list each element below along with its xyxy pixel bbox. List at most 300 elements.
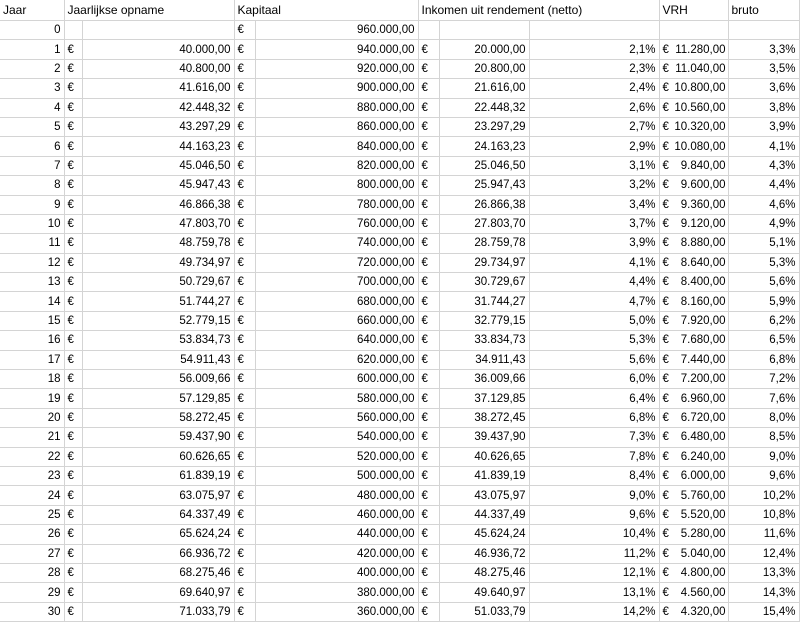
cell-kapitaal[interactable]: 740.000,00 <box>255 234 418 253</box>
cell-kapitaal[interactable]: 920.000,00 <box>255 59 418 78</box>
cell-vrh[interactable] <box>659 563 728 582</box>
cell-kapitaal-currency[interactable]: € <box>234 525 255 544</box>
cell-kapitaal[interactable]: 940.000,00 <box>255 40 418 59</box>
cell-inkomen-pct[interactable]: 2,7% <box>529 117 659 136</box>
cell-inkomen[interactable]: 34.911,43 <box>439 350 529 369</box>
cell-inkomen-currency[interactable]: € <box>418 350 439 369</box>
cell-jaar[interactable]: 28 <box>0 563 64 582</box>
header-jaarlijkse-opname[interactable]: Jaarlijkse opname <box>64 0 234 21</box>
cell-vrh[interactable] <box>659 234 728 253</box>
cell-kapitaal[interactable]: 600.000,00 <box>255 370 418 389</box>
cell-bruto[interactable]: 14,3% <box>728 583 799 602</box>
cell-bruto[interactable]: 11,6% <box>728 525 799 544</box>
cell-inkomen[interactable]: 26.866,38 <box>439 195 529 214</box>
cell-kapitaal-currency[interactable]: € <box>234 602 255 621</box>
cell-bruto[interactable]: 6,2% <box>728 311 799 330</box>
cell-kapitaal[interactable]: 800.000,00 <box>255 176 418 195</box>
cell-opname-currency[interactable] <box>64 21 82 40</box>
header-jaar[interactable]: Jaar <box>0 0 64 21</box>
cell-kapitaal-currency[interactable]: € <box>234 350 255 369</box>
cell-inkomen[interactable]: 31.744,27 <box>439 292 529 311</box>
cell-inkomen-pct[interactable]: 11,2% <box>529 544 659 563</box>
cell-inkomen-pct[interactable]: 4,7% <box>529 292 659 311</box>
cell-jaar[interactable]: 17 <box>0 350 64 369</box>
cell-vrh[interactable] <box>659 117 728 136</box>
cell-opname[interactable]: 40.000,00 <box>82 40 234 59</box>
header-kapitaal[interactable]: Kapitaal <box>234 0 418 21</box>
cell-bruto[interactable]: 9,0% <box>728 447 799 466</box>
cell-kapitaal-currency[interactable]: € <box>234 195 255 214</box>
cell-kapitaal-currency[interactable]: € <box>234 156 255 175</box>
cell-inkomen-currency[interactable]: € <box>418 563 439 582</box>
cell-kapitaal-currency[interactable]: € <box>234 583 255 602</box>
cell-opname-currency[interactable]: € <box>64 370 82 389</box>
cell-kapitaal-currency[interactable]: € <box>234 176 255 195</box>
cell-inkomen-currency[interactable]: € <box>418 311 439 330</box>
cell-jaar[interactable]: 6 <box>0 137 64 156</box>
cell-jaar[interactable]: 27 <box>0 544 64 563</box>
cell-opname[interactable]: 41.616,00 <box>82 79 234 98</box>
cell-inkomen-currency[interactable]: € <box>418 137 439 156</box>
cell-kapitaal-currency[interactable]: € <box>234 40 255 59</box>
cell-kapitaal[interactable]: 360.000,00 <box>255 602 418 621</box>
cell-kapitaal[interactable]: 680.000,00 <box>255 292 418 311</box>
cell-inkomen-currency[interactable]: € <box>418 214 439 233</box>
cell-inkomen[interactable] <box>439 21 529 40</box>
cell-inkomen[interactable]: 24.163,23 <box>439 137 529 156</box>
cell-bruto[interactable]: 5,6% <box>728 273 799 292</box>
cell-inkomen-pct[interactable]: 4,4% <box>529 273 659 292</box>
cell-jaar[interactable]: 7 <box>0 156 64 175</box>
cell-vrh[interactable] <box>659 602 728 621</box>
cell-opname-currency[interactable]: € <box>64 292 82 311</box>
cell-kapitaal-currency[interactable]: € <box>234 21 255 40</box>
cell-bruto[interactable]: 8,5% <box>728 428 799 447</box>
cell-bruto[interactable]: 9,6% <box>728 466 799 485</box>
cell-vrh[interactable] <box>659 466 728 485</box>
cell-opname-currency[interactable]: € <box>64 214 82 233</box>
cell-inkomen-pct[interactable]: 2,4% <box>529 79 659 98</box>
cell-inkomen-pct[interactable]: 5,0% <box>529 311 659 330</box>
cell-bruto[interactable]: 4,9% <box>728 214 799 233</box>
cell-vrh[interactable] <box>659 214 728 233</box>
cell-bruto[interactable]: 7,6% <box>728 389 799 408</box>
header-bruto[interactable]: bruto <box>728 0 799 21</box>
cell-inkomen-pct[interactable]: 2,3% <box>529 59 659 78</box>
cell-kapitaal-currency[interactable]: € <box>234 253 255 272</box>
cell-kapitaal[interactable]: 660.000,00 <box>255 311 418 330</box>
cell-jaar[interactable]: 24 <box>0 486 64 505</box>
cell-inkomen-pct[interactable]: 3,7% <box>529 214 659 233</box>
cell-opname-currency[interactable]: € <box>64 137 82 156</box>
cell-jaar[interactable]: 30 <box>0 602 64 621</box>
cell-inkomen[interactable]: 38.272,45 <box>439 408 529 427</box>
cell-opname-currency[interactable]: € <box>64 156 82 175</box>
cell-kapitaal-currency[interactable]: € <box>234 370 255 389</box>
cell-kapitaal[interactable]: 400.000,00 <box>255 563 418 582</box>
cell-bruto[interactable]: 3,6% <box>728 79 799 98</box>
cell-opname-currency[interactable]: € <box>64 505 82 524</box>
cell-kapitaal-currency[interactable]: € <box>234 563 255 582</box>
cell-jaar[interactable]: 16 <box>0 331 64 350</box>
cell-bruto[interactable]: 13,3% <box>728 563 799 582</box>
cell-inkomen[interactable]: 45.624,24 <box>439 525 529 544</box>
cell-jaar[interactable]: 18 <box>0 370 64 389</box>
cell-bruto[interactable]: 5,9% <box>728 292 799 311</box>
cell-inkomen[interactable]: 33.834,73 <box>439 331 529 350</box>
cell-opname[interactable]: 66.936,72 <box>82 544 234 563</box>
cell-bruto[interactable]: 3,3% <box>728 40 799 59</box>
cell-inkomen[interactable]: 29.734,97 <box>439 253 529 272</box>
cell-inkomen-currency[interactable]: € <box>418 117 439 136</box>
cell-kapitaal-currency[interactable]: € <box>234 486 255 505</box>
cell-inkomen-currency[interactable]: € <box>418 583 439 602</box>
cell-bruto[interactable]: 5,1% <box>728 234 799 253</box>
cell-opname[interactable]: 59.437,90 <box>82 428 234 447</box>
cell-kapitaal-currency[interactable]: € <box>234 311 255 330</box>
cell-inkomen-currency[interactable]: € <box>418 253 439 272</box>
cell-jaar[interactable]: 0 <box>0 21 64 40</box>
cell-vrh[interactable] <box>659 583 728 602</box>
cell-opname[interactable]: 49.734,97 <box>82 253 234 272</box>
cell-inkomen-pct[interactable]: 12,1% <box>529 563 659 582</box>
cell-vrh[interactable] <box>659 195 728 214</box>
cell-inkomen[interactable]: 43.075,97 <box>439 486 529 505</box>
cell-vrh[interactable] <box>659 350 728 369</box>
cell-kapitaal[interactable]: 420.000,00 <box>255 544 418 563</box>
cell-jaar[interactable]: 2 <box>0 59 64 78</box>
cell-bruto[interactable]: 10,8% <box>728 505 799 524</box>
cell-jaar[interactable]: 20 <box>0 408 64 427</box>
cell-inkomen-currency[interactable]: € <box>418 602 439 621</box>
cell-inkomen-currency[interactable]: € <box>418 98 439 117</box>
cell-inkomen-currency[interactable]: € <box>418 176 439 195</box>
cell-opname-currency[interactable]: € <box>64 466 82 485</box>
cell-kapitaal-currency[interactable]: € <box>234 408 255 427</box>
cell-jaar[interactable]: 8 <box>0 176 64 195</box>
cell-inkomen[interactable]: 30.729,67 <box>439 273 529 292</box>
cell-opname[interactable]: 64.337,49 <box>82 505 234 524</box>
cell-opname[interactable]: 53.834,73 <box>82 331 234 350</box>
cell-inkomen-currency[interactable]: € <box>418 195 439 214</box>
cell-opname[interactable]: 58.272,45 <box>82 408 234 427</box>
header-inkomen[interactable]: Inkomen uit rendement (netto) <box>418 0 659 21</box>
cell-opname-currency[interactable]: € <box>64 350 82 369</box>
cell-kapitaal[interactable]: 540.000,00 <box>255 428 418 447</box>
cell-vrh[interactable] <box>659 98 728 117</box>
cell-bruto[interactable]: 7,2% <box>728 370 799 389</box>
cell-opname-currency[interactable]: € <box>64 195 82 214</box>
cell-inkomen-pct[interactable]: 8,4% <box>529 466 659 485</box>
cell-inkomen[interactable]: 21.616,00 <box>439 79 529 98</box>
cell-kapitaal-currency[interactable]: € <box>234 292 255 311</box>
cell-opname-currency[interactable]: € <box>64 98 82 117</box>
cell-vrh[interactable] <box>659 428 728 447</box>
cell-kapitaal-currency[interactable]: € <box>234 428 255 447</box>
cell-jaar[interactable]: 13 <box>0 273 64 292</box>
cell-kapitaal-currency[interactable]: € <box>234 447 255 466</box>
cell-kapitaal[interactable]: 460.000,00 <box>255 505 418 524</box>
cell-bruto[interactable]: 6,8% <box>728 350 799 369</box>
cell-inkomen-pct[interactable]: 6,8% <box>529 408 659 427</box>
cell-inkomen-currency[interactable]: € <box>418 234 439 253</box>
cell-opname-currency[interactable]: € <box>64 563 82 582</box>
cell-opname-currency[interactable]: € <box>64 525 82 544</box>
cell-jaar[interactable]: 9 <box>0 195 64 214</box>
cell-opname[interactable]: 57.129,85 <box>82 389 234 408</box>
cell-inkomen-pct[interactable]: 6,4% <box>529 389 659 408</box>
cell-vrh[interactable] <box>659 59 728 78</box>
cell-vrh[interactable] <box>659 525 728 544</box>
cell-bruto[interactable]: 4,3% <box>728 156 799 175</box>
cell-kapitaal-currency[interactable]: € <box>234 98 255 117</box>
cell-inkomen[interactable]: 22.448,32 <box>439 98 529 117</box>
cell-inkomen-pct[interactable]: 3,9% <box>529 234 659 253</box>
cell-inkomen[interactable]: 40.626,65 <box>439 447 529 466</box>
cell-vrh[interactable] <box>659 447 728 466</box>
cell-kapitaal-currency[interactable]: € <box>234 505 255 524</box>
cell-opname[interactable]: 54.911,43 <box>82 350 234 369</box>
cell-opname-currency[interactable]: € <box>64 408 82 427</box>
cell-inkomen[interactable]: 25.947,43 <box>439 176 529 195</box>
header-vrh[interactable]: VRH <box>659 0 728 21</box>
cell-inkomen[interactable]: 27.803,70 <box>439 214 529 233</box>
cell-kapitaal-currency[interactable]: € <box>234 234 255 253</box>
cell-kapitaal[interactable]: 820.000,00 <box>255 156 418 175</box>
cell-opname[interactable]: 45.046,50 <box>82 156 234 175</box>
cell-inkomen-currency[interactable]: € <box>418 408 439 427</box>
cell-bruto[interactable]: 12,4% <box>728 544 799 563</box>
cell-inkomen-currency[interactable]: € <box>418 59 439 78</box>
cell-jaar[interactable]: 29 <box>0 583 64 602</box>
cell-inkomen[interactable]: 41.839,19 <box>439 466 529 485</box>
cell-vrh[interactable] <box>659 486 728 505</box>
cell-kapitaal-currency[interactable]: € <box>234 79 255 98</box>
cell-inkomen-pct[interactable]: 14,2% <box>529 602 659 621</box>
cell-opname-currency[interactable]: € <box>64 486 82 505</box>
cell-opname[interactable]: 65.624,24 <box>82 525 234 544</box>
cell-inkomen-currency[interactable]: € <box>418 273 439 292</box>
cell-kapitaal[interactable]: 860.000,00 <box>255 117 418 136</box>
cell-inkomen-pct[interactable]: 6,0% <box>529 370 659 389</box>
cell-opname-currency[interactable]: € <box>64 311 82 330</box>
cell-kapitaal[interactable]: 720.000,00 <box>255 253 418 272</box>
cell-opname[interactable]: 68.275,46 <box>82 563 234 582</box>
cell-kapitaal-currency[interactable]: € <box>234 59 255 78</box>
cell-opname-currency[interactable]: € <box>64 234 82 253</box>
cell-inkomen-currency[interactable]: € <box>418 428 439 447</box>
cell-opname[interactable]: 71.033,79 <box>82 602 234 621</box>
cell-bruto[interactable]: 5,3% <box>728 253 799 272</box>
cell-inkomen[interactable]: 46.936,72 <box>439 544 529 563</box>
cell-jaar[interactable]: 25 <box>0 505 64 524</box>
cell-jaar[interactable]: 22 <box>0 447 64 466</box>
cell-kapitaal[interactable]: 640.000,00 <box>255 331 418 350</box>
cell-opname-currency[interactable]: € <box>64 176 82 195</box>
cell-opname-currency[interactable]: € <box>64 117 82 136</box>
cell-inkomen-pct[interactable]: 5,3% <box>529 331 659 350</box>
cell-kapitaal-currency[interactable]: € <box>234 214 255 233</box>
cell-inkomen-currency[interactable]: € <box>418 544 439 563</box>
cell-opname-currency[interactable]: € <box>64 59 82 78</box>
cell-bruto[interactable]: 15,4% <box>728 602 799 621</box>
cell-vrh[interactable] <box>659 408 728 427</box>
cell-kapitaal-currency[interactable]: € <box>234 137 255 156</box>
cell-bruto[interactable]: 3,5% <box>728 59 799 78</box>
cell-bruto[interactable]: 10,2% <box>728 486 799 505</box>
cell-inkomen-currency[interactable]: € <box>418 486 439 505</box>
cell-kapitaal-currency[interactable]: € <box>234 389 255 408</box>
cell-opname-currency[interactable]: € <box>64 389 82 408</box>
cell-opname[interactable]: 56.009,66 <box>82 370 234 389</box>
cell-inkomen[interactable]: 20.000,00 <box>439 40 529 59</box>
cell-jaar[interactable]: 10 <box>0 214 64 233</box>
cell-inkomen[interactable]: 20.800,00 <box>439 59 529 78</box>
cell-vrh[interactable] <box>659 273 728 292</box>
cell-inkomen-pct[interactable]: 2,9% <box>529 137 659 156</box>
cell-kapitaal[interactable]: 580.000,00 <box>255 389 418 408</box>
cell-kapitaal[interactable]: 780.000,00 <box>255 195 418 214</box>
cell-kapitaal-currency[interactable]: € <box>234 273 255 292</box>
cell-opname[interactable]: 47.803,70 <box>82 214 234 233</box>
cell-jaar[interactable]: 26 <box>0 525 64 544</box>
cell-kapitaal[interactable]: 560.000,00 <box>255 408 418 427</box>
cell-vrh[interactable] <box>659 370 728 389</box>
cell-inkomen-pct[interactable]: 3,2% <box>529 176 659 195</box>
cell-vrh[interactable] <box>659 331 728 350</box>
cell-bruto[interactable]: 6,5% <box>728 331 799 350</box>
cell-jaar[interactable]: 3 <box>0 79 64 98</box>
cell-inkomen-pct[interactable]: 5,6% <box>529 350 659 369</box>
cell-inkomen-pct[interactable]: 10,4% <box>529 525 659 544</box>
cell-opname-currency[interactable]: € <box>64 583 82 602</box>
cell-inkomen-pct[interactable]: 4,1% <box>529 253 659 272</box>
cell-bruto[interactable]: 3,8% <box>728 98 799 117</box>
cell-jaar[interactable]: 14 <box>0 292 64 311</box>
cell-inkomen-currency[interactable] <box>418 21 439 40</box>
cell-inkomen-pct[interactable]: 7,3% <box>529 428 659 447</box>
cell-kapitaal[interactable]: 380.000,00 <box>255 583 418 602</box>
cell-kapitaal[interactable]: 620.000,00 <box>255 350 418 369</box>
cell-inkomen[interactable]: 39.437,90 <box>439 428 529 447</box>
cell-vrh[interactable] <box>659 292 728 311</box>
cell-inkomen-pct[interactable]: 3,4% <box>529 195 659 214</box>
cell-kapitaal[interactable]: 700.000,00 <box>255 273 418 292</box>
cell-inkomen-pct[interactable] <box>529 21 659 40</box>
cell-opname[interactable]: 40.800,00 <box>82 59 234 78</box>
cell-kapitaal[interactable]: 900.000,00 <box>255 79 418 98</box>
cell-vrh[interactable] <box>659 40 728 59</box>
cell-inkomen[interactable]: 32.779,15 <box>439 311 529 330</box>
cell-opname[interactable]: 42.448,32 <box>82 98 234 117</box>
cell-inkomen[interactable]: 44.337,49 <box>439 505 529 524</box>
cell-jaar[interactable]: 15 <box>0 311 64 330</box>
cell-opname-currency[interactable]: € <box>64 273 82 292</box>
cell-vrh[interactable] <box>659 505 728 524</box>
cell-opname[interactable]: 63.075,97 <box>82 486 234 505</box>
cell-jaar[interactable]: 23 <box>0 466 64 485</box>
cell-kapitaal[interactable]: 880.000,00 <box>255 98 418 117</box>
cell-kapitaal[interactable]: 480.000,00 <box>255 486 418 505</box>
cell-opname[interactable]: 51.744,27 <box>82 292 234 311</box>
cell-opname[interactable]: 45.947,43 <box>82 176 234 195</box>
cell-inkomen-pct[interactable]: 2,6% <box>529 98 659 117</box>
cell-opname[interactable]: 69.640,97 <box>82 583 234 602</box>
cell-vrh[interactable] <box>659 253 728 272</box>
cell-opname-currency[interactable]: € <box>64 447 82 466</box>
cell-vrh[interactable] <box>659 176 728 195</box>
cell-inkomen-pct[interactable]: 9,0% <box>529 486 659 505</box>
cell-inkomen[interactable]: 36.009,66 <box>439 370 529 389</box>
cell-opname[interactable]: 46.866,38 <box>82 195 234 214</box>
cell-inkomen-pct[interactable]: 7,8% <box>529 447 659 466</box>
cell-jaar[interactable]: 5 <box>0 117 64 136</box>
cell-kapitaal[interactable]: 960.000,00 <box>255 21 418 40</box>
cell-bruto[interactable] <box>728 21 799 40</box>
cell-vrh[interactable] <box>659 311 728 330</box>
cell-inkomen-currency[interactable]: € <box>418 331 439 350</box>
cell-inkomen[interactable]: 28.759,78 <box>439 234 529 253</box>
cell-inkomen-currency[interactable]: € <box>418 447 439 466</box>
cell-inkomen-pct[interactable]: 9,6% <box>529 505 659 524</box>
cell-inkomen-pct[interactable]: 3,1% <box>529 156 659 175</box>
cell-vrh[interactable] <box>659 137 728 156</box>
cell-inkomen-pct[interactable]: 2,1% <box>529 40 659 59</box>
cell-inkomen-currency[interactable]: € <box>418 389 439 408</box>
cell-kapitaal[interactable]: 520.000,00 <box>255 447 418 466</box>
cell-opname-currency[interactable]: € <box>64 79 82 98</box>
cell-inkomen[interactable]: 23.297,29 <box>439 117 529 136</box>
cell-inkomen-currency[interactable]: € <box>418 525 439 544</box>
cell-inkomen-currency[interactable]: € <box>418 292 439 311</box>
cell-inkomen[interactable]: 48.275,46 <box>439 563 529 582</box>
cell-inkomen-currency[interactable]: € <box>418 40 439 59</box>
cell-kapitaal-currency[interactable]: € <box>234 544 255 563</box>
cell-inkomen-currency[interactable]: € <box>418 79 439 98</box>
cell-kapitaal[interactable]: 760.000,00 <box>255 214 418 233</box>
cell-inkomen[interactable]: 37.129,85 <box>439 389 529 408</box>
cell-jaar[interactable]: 21 <box>0 428 64 447</box>
cell-opname[interactable]: 44.163,23 <box>82 137 234 156</box>
cell-opname-currency[interactable]: € <box>64 602 82 621</box>
cell-opname[interactable]: 61.839,19 <box>82 466 234 485</box>
cell-bruto[interactable]: 4,1% <box>728 137 799 156</box>
cell-vrh[interactable] <box>659 21 728 40</box>
cell-opname[interactable]: 43.297,29 <box>82 117 234 136</box>
cell-inkomen[interactable]: 51.033,79 <box>439 602 529 621</box>
cell-inkomen[interactable]: 49.640,97 <box>439 583 529 602</box>
cell-opname[interactable] <box>82 21 234 40</box>
cell-inkomen-currency[interactable]: € <box>418 466 439 485</box>
cell-kapitaal[interactable]: 840.000,00 <box>255 137 418 156</box>
cell-vrh[interactable] <box>659 544 728 563</box>
cell-opname[interactable]: 52.779,15 <box>82 311 234 330</box>
cell-jaar[interactable]: 11 <box>0 234 64 253</box>
cell-vrh[interactable] <box>659 389 728 408</box>
cell-opname-currency[interactable]: € <box>64 428 82 447</box>
cell-opname[interactable]: 60.626,65 <box>82 447 234 466</box>
cell-bruto[interactable]: 3,9% <box>728 117 799 136</box>
cell-vrh[interactable] <box>659 79 728 98</box>
cell-kapitaal-currency[interactable]: € <box>234 331 255 350</box>
cell-jaar[interactable]: 19 <box>0 389 64 408</box>
cell-bruto[interactable]: 4,4% <box>728 176 799 195</box>
cell-kapitaal[interactable]: 500.000,00 <box>255 466 418 485</box>
cell-kapitaal-currency[interactable]: € <box>234 117 255 136</box>
cell-opname-currency[interactable]: € <box>64 331 82 350</box>
cell-kapitaal-currency[interactable]: € <box>234 466 255 485</box>
cell-kapitaal[interactable]: 440.000,00 <box>255 525 418 544</box>
